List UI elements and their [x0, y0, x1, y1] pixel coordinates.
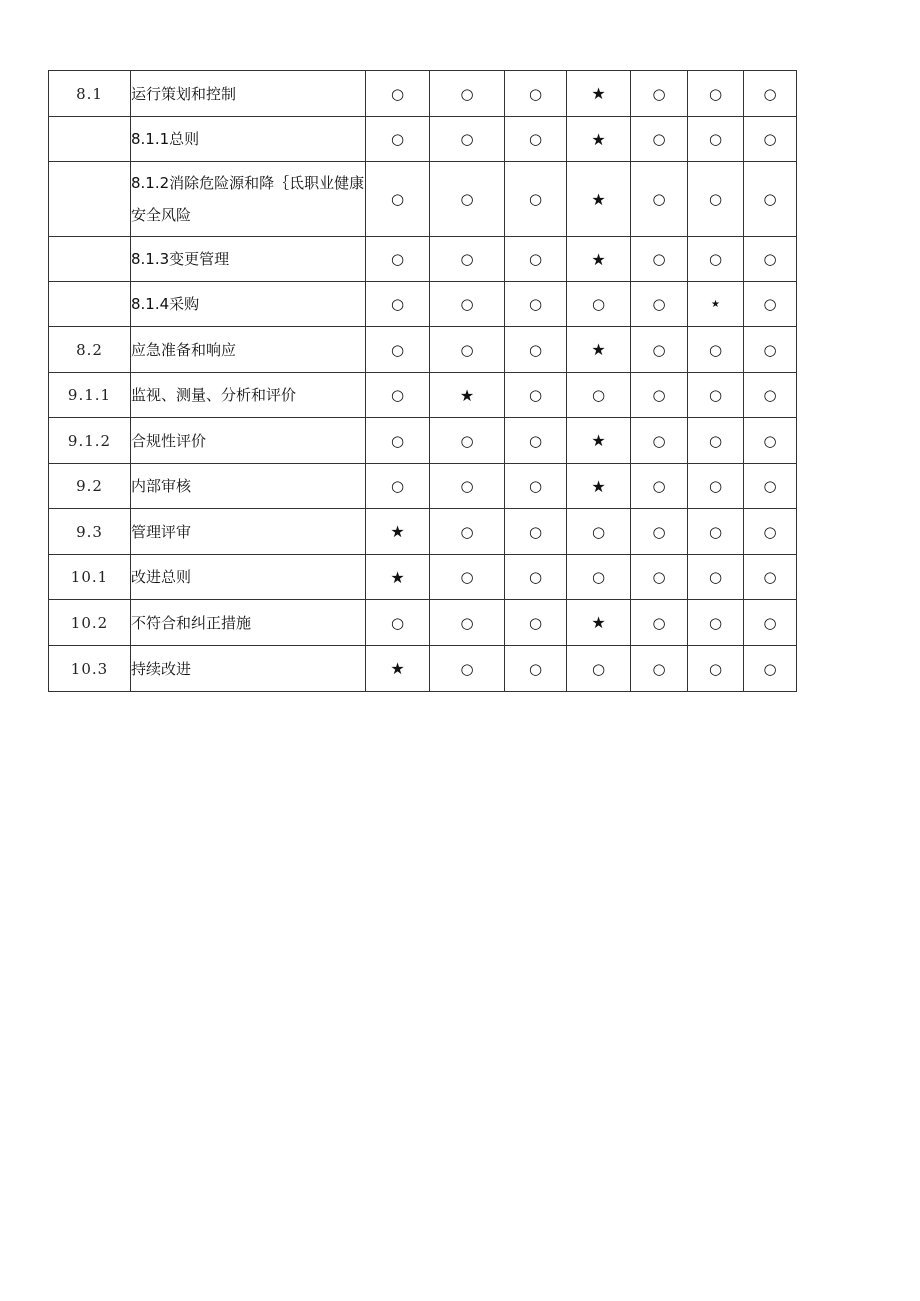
related-responsibility-circle-icon: ○ — [430, 117, 505, 162]
related-responsibility-circle-icon: ○ — [688, 600, 744, 646]
related-responsibility-circle-icon: ○ — [505, 237, 567, 282]
clause-title-cell: 持续改进 — [131, 646, 366, 692]
clause-title-cell: 8.1.1总则 — [131, 117, 366, 162]
related-responsibility-circle-icon: ○ — [688, 418, 744, 464]
clause-title-cell: 应急准备和响应 — [131, 327, 366, 373]
related-responsibility-circle-icon: ○ — [567, 509, 631, 555]
related-responsibility-circle-icon: ○ — [430, 327, 505, 373]
table-row — [49, 555, 797, 600]
clause-title-cell: 合规性评价 — [131, 418, 366, 464]
primary-responsibility-star-icon: ★ — [567, 237, 631, 282]
related-responsibility-circle-icon: ○ — [744, 71, 797, 117]
related-responsibility-circle-icon: ○ — [505, 327, 567, 373]
table-row — [49, 418, 797, 464]
table-row — [49, 600, 797, 646]
related-responsibility-circle-icon: ○ — [366, 327, 430, 373]
related-responsibility-circle-icon: ○ — [567, 373, 631, 418]
related-responsibility-circle-icon: ○ — [688, 464, 744, 509]
primary-responsibility-star-icon: ★ — [688, 282, 744, 327]
clause-title-cell: 8.1.3变更管理 — [131, 237, 366, 282]
clause-title-cell: 8.1.4采购 — [131, 282, 366, 327]
related-responsibility-circle-icon: ○ — [505, 646, 567, 692]
related-responsibility-circle-icon: ○ — [567, 282, 631, 327]
related-responsibility-circle-icon: ○ — [631, 162, 688, 237]
related-responsibility-circle-icon: ○ — [567, 646, 631, 692]
related-responsibility-circle-icon: ○ — [631, 418, 688, 464]
related-responsibility-circle-icon: ○ — [505, 418, 567, 464]
related-responsibility-circle-icon: ○ — [688, 117, 744, 162]
primary-responsibility-star-icon: ★ — [430, 373, 505, 418]
clause-number-cell — [49, 237, 131, 282]
related-responsibility-circle-icon: ○ — [688, 71, 744, 117]
related-responsibility-circle-icon: ○ — [430, 464, 505, 509]
related-responsibility-circle-icon: ○ — [744, 162, 797, 237]
related-responsibility-circle-icon: ○ — [366, 162, 430, 237]
related-responsibility-circle-icon: ○ — [631, 600, 688, 646]
clause-title-cell: 监视、测量、分析和评价 — [131, 373, 366, 418]
primary-responsibility-star-icon: ★ — [567, 117, 631, 162]
related-responsibility-circle-icon: ○ — [430, 418, 505, 464]
table-row — [49, 71, 797, 117]
table-row — [49, 464, 797, 509]
related-responsibility-circle-icon: ○ — [631, 71, 688, 117]
related-responsibility-circle-icon: ○ — [430, 162, 505, 237]
related-responsibility-circle-icon: ○ — [430, 237, 505, 282]
related-responsibility-circle-icon: ○ — [366, 117, 430, 162]
related-responsibility-circle-icon: ○ — [631, 117, 688, 162]
clause-number-cell: 8.2 — [49, 327, 131, 373]
table-body — [49, 71, 797, 692]
related-responsibility-circle-icon: ○ — [688, 162, 744, 237]
primary-responsibility-star-icon: ★ — [567, 71, 631, 117]
table-row — [49, 327, 797, 373]
table-row — [49, 162, 797, 237]
related-responsibility-circle-icon: ○ — [744, 509, 797, 555]
related-responsibility-circle-icon: ○ — [744, 237, 797, 282]
related-responsibility-circle-icon: ○ — [688, 327, 744, 373]
clause-number-cell: 8.1 — [49, 71, 131, 117]
related-responsibility-circle-icon: ○ — [505, 71, 567, 117]
clause-title-cell: 改进总则 — [131, 555, 366, 600]
related-responsibility-circle-icon: ○ — [366, 373, 430, 418]
related-responsibility-circle-icon: ○ — [505, 509, 567, 555]
primary-responsibility-star-icon: ★ — [567, 327, 631, 373]
clause-title-cell: 运行策划和控制 — [131, 71, 366, 117]
related-responsibility-circle-icon: ○ — [688, 555, 744, 600]
related-responsibility-circle-icon: ○ — [744, 464, 797, 509]
clause-title-cell: 内部审核 — [131, 464, 366, 509]
related-responsibility-circle-icon: ○ — [366, 600, 430, 646]
related-responsibility-circle-icon: ○ — [744, 555, 797, 600]
table-row — [49, 282, 797, 327]
clause-title-cell: 不符合和纠正措施 — [131, 600, 366, 646]
related-responsibility-circle-icon: ○ — [631, 373, 688, 418]
responsibility-matrix-table — [48, 70, 797, 692]
related-responsibility-circle-icon: ○ — [505, 555, 567, 600]
related-responsibility-circle-icon: ○ — [631, 555, 688, 600]
primary-responsibility-star-icon: ★ — [567, 418, 631, 464]
clause-number-cell: 10.3 — [49, 646, 131, 692]
related-responsibility-circle-icon: ○ — [430, 646, 505, 692]
clause-number-cell — [49, 117, 131, 162]
clause-title-cell: 8.1.2消除危险源和降｛氐职业健康安全风险 — [131, 162, 366, 237]
table-row — [49, 117, 797, 162]
primary-responsibility-star-icon: ★ — [567, 162, 631, 237]
related-responsibility-circle-icon: ○ — [505, 162, 567, 237]
related-responsibility-circle-icon: ○ — [505, 117, 567, 162]
related-responsibility-circle-icon: ○ — [430, 509, 505, 555]
related-responsibility-circle-icon: ○ — [631, 327, 688, 373]
related-responsibility-circle-icon: ○ — [567, 555, 631, 600]
related-responsibility-circle-icon: ○ — [366, 282, 430, 327]
related-responsibility-circle-icon: ○ — [688, 373, 744, 418]
primary-responsibility-star-icon: ★ — [366, 555, 430, 600]
related-responsibility-circle-icon: ○ — [505, 282, 567, 327]
clause-number-cell: 9.1.2 — [49, 418, 131, 464]
related-responsibility-circle-icon: ○ — [688, 237, 744, 282]
related-responsibility-circle-icon: ○ — [688, 509, 744, 555]
related-responsibility-circle-icon: ○ — [631, 237, 688, 282]
clause-number-cell: 9.3 — [49, 509, 131, 555]
table-row — [49, 509, 797, 555]
clause-number-cell: 10.2 — [49, 600, 131, 646]
related-responsibility-circle-icon: ○ — [631, 464, 688, 509]
related-responsibility-circle-icon: ○ — [744, 373, 797, 418]
related-responsibility-circle-icon: ○ — [688, 646, 744, 692]
related-responsibility-circle-icon: ○ — [631, 509, 688, 555]
related-responsibility-circle-icon: ○ — [366, 71, 430, 117]
related-responsibility-circle-icon: ○ — [366, 464, 430, 509]
related-responsibility-circle-icon: ○ — [430, 600, 505, 646]
related-responsibility-circle-icon: ○ — [366, 418, 430, 464]
related-responsibility-circle-icon: ○ — [505, 464, 567, 509]
related-responsibility-circle-icon: ○ — [744, 282, 797, 327]
related-responsibility-circle-icon: ○ — [631, 646, 688, 692]
clause-number-cell: 9.1.1 — [49, 373, 131, 418]
related-responsibility-circle-icon: ○ — [631, 282, 688, 327]
related-responsibility-circle-icon: ○ — [430, 71, 505, 117]
clause-number-cell: 10.1 — [49, 555, 131, 600]
clause-title-cell: 管理评审 — [131, 509, 366, 555]
primary-responsibility-star-icon: ★ — [366, 646, 430, 692]
related-responsibility-circle-icon: ○ — [505, 373, 567, 418]
related-responsibility-circle-icon: ○ — [430, 555, 505, 600]
clause-number-cell: 9.2 — [49, 464, 131, 509]
primary-responsibility-star-icon: ★ — [567, 600, 631, 646]
clause-number-cell — [49, 282, 131, 327]
clause-number-cell — [49, 162, 131, 237]
table-row — [49, 646, 797, 692]
related-responsibility-circle-icon: ○ — [430, 282, 505, 327]
primary-responsibility-star-icon: ★ — [366, 509, 430, 555]
related-responsibility-circle-icon: ○ — [744, 418, 797, 464]
related-responsibility-circle-icon: ○ — [744, 646, 797, 692]
related-responsibility-circle-icon: ○ — [744, 327, 797, 373]
table-row — [49, 237, 797, 282]
related-responsibility-circle-icon: ○ — [366, 237, 430, 282]
table-row — [49, 373, 797, 418]
primary-responsibility-star-icon: ★ — [567, 464, 631, 509]
related-responsibility-circle-icon: ○ — [744, 117, 797, 162]
related-responsibility-circle-icon: ○ — [744, 600, 797, 646]
related-responsibility-circle-icon: ○ — [505, 600, 567, 646]
